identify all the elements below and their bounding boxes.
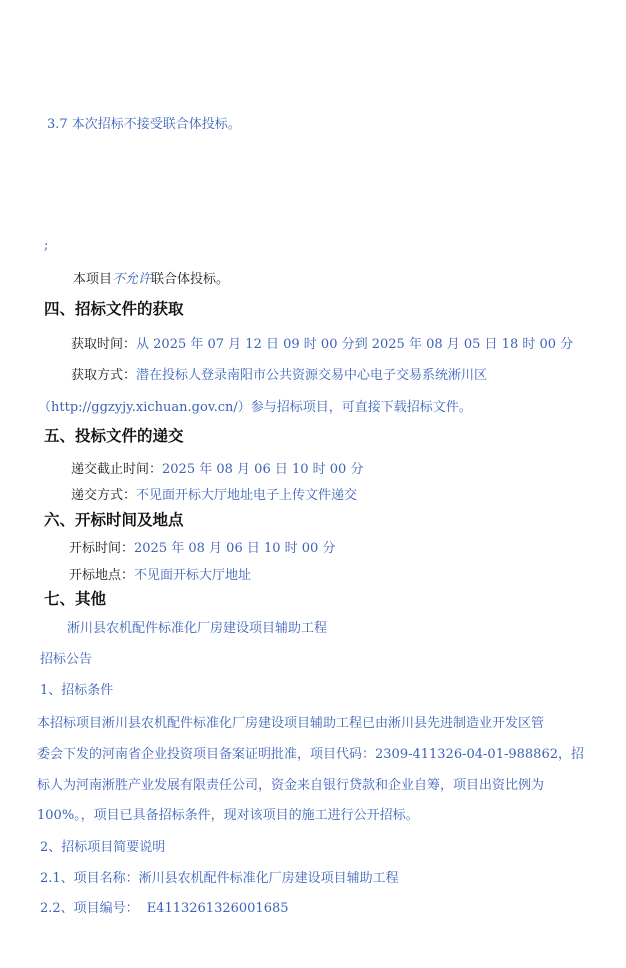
section-5-heading: 五、投标文件的递交 — [44, 427, 184, 445]
open-time-value: 2025 年 08 月 06 日 10 时 00 分 — [134, 541, 336, 556]
open-place-value: 不见面开标大厅地址 — [134, 568, 252, 583]
project-name-line: 2.1、项目名称：淅川县农机配件标准化厂房建设项目辅助工程 — [40, 871, 399, 886]
open-time-line — [69, 537, 335, 556]
consortium-line — [73, 268, 229, 287]
section-4-heading: 四、招标文件的获取 — [44, 300, 184, 318]
section-7-heading: 七、其他 — [44, 590, 107, 608]
submit-method-value: 不见面开标大厅地址电子上传文件递交 — [136, 488, 358, 503]
notice-title: 招标公告 — [40, 652, 93, 667]
project-number-label: 2.2、项目编号： — [40, 901, 139, 916]
project-number-value: E4113261326001685 — [146, 901, 289, 916]
open-place-label: 开标地点： — [69, 568, 135, 583]
submit-method-line — [71, 484, 357, 503]
semicolon-text: ; — [44, 238, 49, 253]
obtain-method-url-line: （http://ggzyjy.xichuan.gov.cn/）参与招标项目，可直接下载招标文件。 — [38, 400, 472, 415]
obtain-method-label: 获取方式： — [71, 368, 137, 383]
section-1-line-2: 委会下发的河南省企业投资项目备案证明批准，项目代码：2309-411326-04-01-988862，招 — [37, 747, 584, 762]
obtain-time-line — [71, 333, 573, 352]
obtain-method-value: 潜在投标人登录南阳市公共资源交易中心电子交易系统淅川区 — [136, 368, 488, 383]
section-2-heading: 2、招标项目简要说明 — [40, 840, 166, 855]
obtain-method-line — [71, 364, 487, 383]
section-6-heading: 六、开标时间及地点 — [44, 511, 184, 529]
item-3-7: 3.7 本次招标不接受联合体投标。 — [47, 117, 241, 132]
submit-method-label: 递交方式： — [71, 488, 137, 503]
submit-deadline-value: 2025 年 08 月 06 日 10 时 00 分 — [162, 462, 364, 477]
open-place-line — [69, 564, 251, 583]
obtain-time-value: 从 2025 年 07 月 12 日 09 时 00 分到 2025 年 08 月 05 日 18 时 00 分 — [136, 337, 574, 352]
obtain-time-label: 获取时间： — [71, 337, 137, 352]
project-number-line — [40, 897, 289, 916]
consortium-prefix: 本项目 — [73, 272, 113, 287]
section-1-line-4: 100%。，项目已具备招标条件，现对该项目的施工进行公开招标。 — [37, 808, 419, 823]
project-title: 淅川县农机配件标准化厂房建设项目辅助工程 — [67, 621, 328, 636]
section-1-heading: 1、招标条件 — [40, 683, 114, 698]
section-1-line-1: 本招标项目淅川县农机配件标准化厂房建设项目辅助工程已由淅川县先进制造业开发区管 — [37, 716, 545, 731]
consortium-suffix: 联合体投标。 — [151, 272, 230, 287]
consortium-value: 不允许 — [112, 272, 152, 287]
open-time-label: 开标时间： — [69, 541, 135, 556]
submit-deadline-line — [71, 458, 363, 477]
section-1-line-3: 标人为河南淅胜产业发展有限责任公司，资金来自银行贷款和企业自筹，项目出资比例为 — [37, 778, 545, 793]
submit-deadline-label: 递交截止时间： — [71, 462, 163, 477]
